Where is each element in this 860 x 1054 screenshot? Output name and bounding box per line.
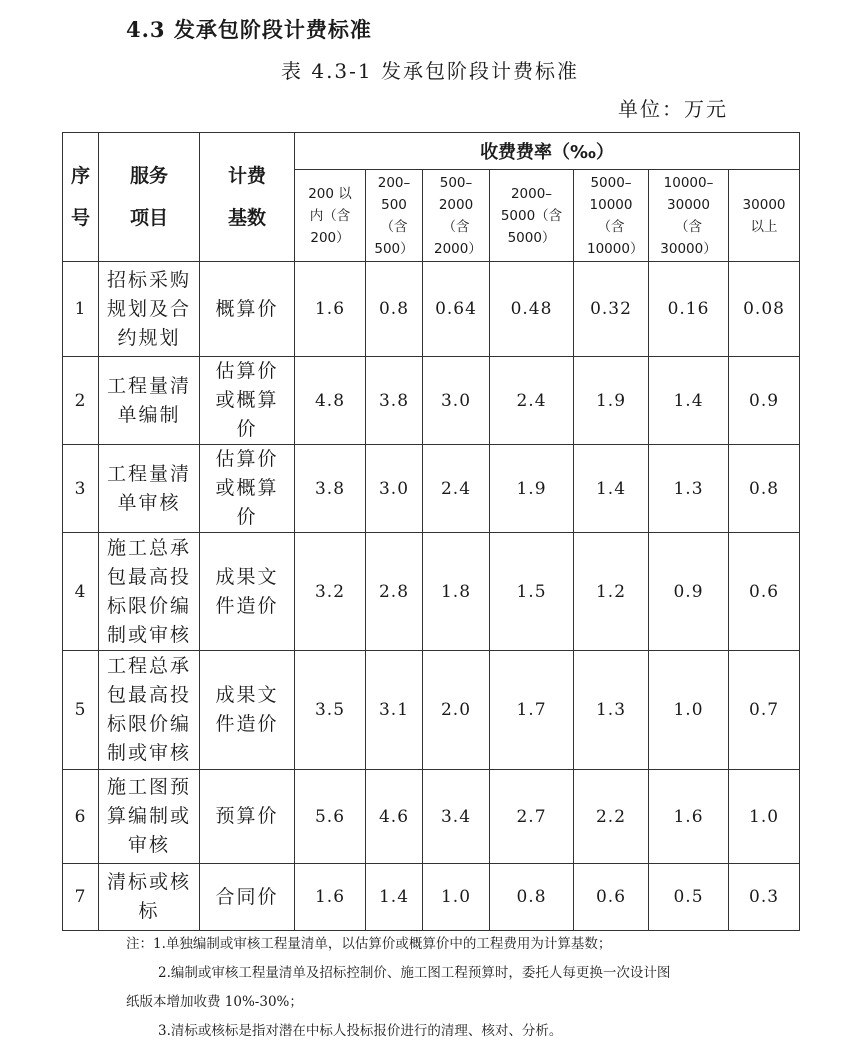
row-service: 工程总承包最高投标限价编制或审核: [99, 651, 200, 770]
row-index: 2: [63, 357, 99, 445]
table-row: [63, 262, 800, 357]
notes: [126, 930, 766, 1046]
rate-cell: 2.4: [490, 357, 574, 445]
row-index: 7: [63, 864, 99, 931]
rate-cell: 1.9: [574, 357, 649, 445]
rate-cell: 2.8: [366, 533, 423, 651]
row-service: 工程量清单审核: [99, 445, 200, 533]
row-basis: 概算价: [200, 262, 295, 357]
header-range: 5000–10000（含10000）: [574, 170, 649, 262]
rate-cell: 1.0: [729, 770, 800, 864]
rate-cell: 4.6: [366, 770, 423, 864]
header-range: 200 以内（含200）: [295, 170, 366, 262]
rate-cell: 0.9: [729, 357, 800, 445]
rate-cell: 1.4: [366, 864, 423, 931]
note-line: 纸版本增加收费 10%-30%；: [126, 994, 303, 1010]
rate-cell: 3.0: [366, 445, 423, 533]
rate-cell: 1.7: [490, 651, 574, 770]
rate-cell: 4.8: [295, 357, 366, 445]
rate-cell: 3.2: [295, 533, 366, 651]
row-index: 4: [63, 533, 99, 651]
row-basis: 成果文件造价: [200, 533, 295, 651]
header-rate-group: 收费费率（‰）: [295, 133, 800, 170]
rate-cell: 0.8: [729, 445, 800, 533]
row-index: 3: [63, 445, 99, 533]
row-basis: 合同价: [200, 864, 295, 931]
rate-cell: 0.9: [649, 533, 729, 651]
row-service: 施工图预算编制或审核: [99, 770, 200, 864]
rate-cell: 0.5: [649, 864, 729, 931]
rate-cell: 1.0: [423, 864, 490, 931]
note-line: 3.清标或核标是指对潜在中标人投标报价进行的清理、核对、分析。: [158, 1023, 563, 1039]
table-row: [63, 357, 800, 445]
rate-cell: 3.8: [295, 445, 366, 533]
rate-cell: 1.3: [574, 651, 649, 770]
rate-cell: 1.9: [490, 445, 574, 533]
rate-cell: 2.2: [574, 770, 649, 864]
table-row: [63, 864, 800, 931]
rate-cell: 3.4: [423, 770, 490, 864]
table-row: [63, 533, 800, 651]
rate-cell: 1.8: [423, 533, 490, 651]
header-basis: 计费基数: [200, 133, 295, 262]
rate-cell: 1.6: [295, 864, 366, 931]
section-heading: 4.3 发承包阶段计费标准: [126, 17, 372, 42]
row-basis: 预算价: [200, 770, 295, 864]
rate-cell: 3.5: [295, 651, 366, 770]
rate-cell: 1.6: [295, 262, 366, 357]
rate-cell: 3.8: [366, 357, 423, 445]
rate-cell: 1.3: [649, 445, 729, 533]
row-service: 工程量清单编制: [99, 357, 200, 445]
rate-cell: 1.0: [649, 651, 729, 770]
rate-cell: 1.4: [574, 445, 649, 533]
rate-cell: 0.32: [574, 262, 649, 357]
row-index: 1: [63, 262, 99, 357]
rate-cell: 0.64: [423, 262, 490, 357]
header-range: 30000以上: [729, 170, 800, 262]
rate-cell: 2.0: [423, 651, 490, 770]
rate-cell: 0.6: [729, 533, 800, 651]
rate-cell: 1.6: [649, 770, 729, 864]
rate-cell: 0.16: [649, 262, 729, 357]
header-range: 10000–30000（含30000）: [649, 170, 729, 262]
row-basis: 估算价或概算价: [200, 357, 295, 445]
note-line: 注：1.单独编制或审核工程量清单，以估算价或概算价中的工程费用为计算基数；: [126, 936, 612, 952]
table-row: [63, 445, 800, 533]
rate-cell: 2.7: [490, 770, 574, 864]
header-range: 500–2000（含2000）: [423, 170, 490, 262]
rate-cell: 0.6: [574, 864, 649, 931]
row-service: 清标或核标: [99, 864, 200, 931]
rate-cell: 1.5: [490, 533, 574, 651]
rate-cell: 0.08: [729, 262, 800, 357]
table-caption: 表 4.3-1 发承包阶段计费标准: [280, 59, 579, 83]
rate-cell: 0.7: [729, 651, 800, 770]
note-line: 2.编制或审核工程量清单及招标控制价、施工图工程预算时，委托人每更换一次设计图: [158, 965, 671, 981]
rate-cell: 1.4: [649, 357, 729, 445]
row-service: 施工总承包最高投标限价编制或审核: [99, 533, 200, 651]
rate-cell: 0.48: [490, 262, 574, 357]
row-service: 招标采购规划及合约规划: [99, 262, 200, 357]
row-basis: 成果文件造价: [200, 651, 295, 770]
rate-cell: 2.4: [423, 445, 490, 533]
rate-cell: 5.6: [295, 770, 366, 864]
header-index: 序号: [63, 133, 99, 262]
unit-label: 单位：万元: [618, 97, 728, 121]
row-basis: 估算价或概算价: [200, 445, 295, 533]
rate-cell: 3.1: [366, 651, 423, 770]
header-range: 200–500（含500）: [366, 170, 423, 262]
row-index: 6: [63, 770, 99, 864]
rate-cell: 1.2: [574, 533, 649, 651]
rate-cell: 0.3: [729, 864, 800, 931]
header-row-top: [63, 133, 800, 170]
row-index: 5: [63, 651, 99, 770]
rate-cell: 0.8: [490, 864, 574, 931]
rate-cell: 0.8: [366, 262, 423, 357]
fee-table: [62, 132, 800, 931]
table-row: [63, 770, 800, 864]
rate-cell: 3.0: [423, 357, 490, 445]
table-row: [63, 651, 800, 770]
header-service: 服务项目: [99, 133, 200, 262]
header-range: 2000–5000（含5000）: [490, 170, 574, 262]
